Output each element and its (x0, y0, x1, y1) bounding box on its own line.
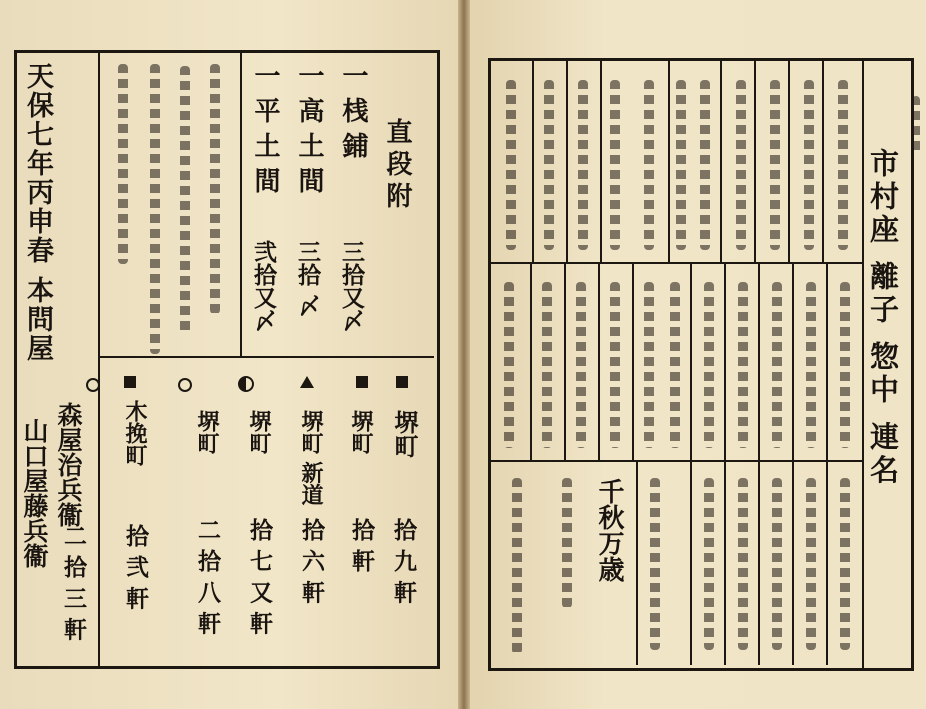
col-divider (754, 60, 756, 262)
col-divider (668, 60, 670, 262)
venue-name: 堺町 (194, 410, 220, 454)
col-divider (598, 262, 600, 460)
left-mid-divider (98, 356, 434, 358)
performer-name (772, 282, 782, 448)
performer-name (506, 80, 516, 250)
seat-price: 弐拾又〆 (250, 240, 277, 332)
col-divider (822, 60, 824, 262)
left-notice-divider (240, 50, 242, 356)
performer-name (542, 282, 552, 448)
col-divider (564, 262, 566, 460)
seat-name: 一 高 土 間 (294, 62, 324, 194)
performer-name (700, 80, 710, 250)
publisher-1: 森屋治兵衞 (54, 402, 83, 527)
col-divider (690, 262, 692, 460)
notice-line (150, 64, 160, 354)
performer-name (610, 80, 620, 250)
venue-dist: 二 拾 八 軒 (194, 518, 221, 635)
venue-dist: 拾 弐 軒 (122, 524, 149, 610)
col-divider (826, 460, 828, 665)
venue-dist: 拾 六 軒 (298, 518, 325, 604)
performer-name (804, 80, 814, 250)
venue-name: 木挽町 (122, 400, 148, 466)
performer-name (704, 478, 714, 650)
triangle-mark-icon (300, 376, 314, 388)
performer-name (738, 282, 748, 448)
col-divider (724, 460, 726, 665)
seat-name: 一 桟 鋪 (338, 62, 368, 159)
performer-name (840, 478, 850, 650)
performer-name (544, 80, 554, 250)
venue-name: 堺町 (390, 410, 419, 458)
circle-mark-icon (178, 378, 192, 392)
performer-name (650, 478, 660, 650)
performer-name (610, 282, 620, 448)
circle-mark-icon (86, 378, 100, 392)
performer-name (644, 282, 654, 448)
seat-price: 三拾 〆 (294, 240, 321, 318)
right-row-divider (488, 262, 864, 264)
performer-name (770, 80, 780, 250)
performer-name (838, 80, 848, 250)
col-divider (792, 262, 794, 460)
performer-name (644, 80, 654, 250)
col-divider (530, 262, 532, 460)
seat-name: 一 平 土 間 (250, 62, 280, 194)
col-divider (566, 60, 568, 262)
performer-name (806, 282, 816, 448)
square-mark-icon (396, 376, 408, 388)
performer-name (772, 478, 782, 650)
notice-line (118, 64, 128, 264)
performer-name (840, 282, 850, 448)
col-divider (632, 262, 634, 460)
col-divider (600, 60, 602, 262)
document-title: 市村座 離子 惣中 連名 (866, 148, 900, 488)
next-page-stroke (912, 96, 920, 156)
performer-name (676, 80, 686, 250)
right-row-divider (488, 460, 864, 462)
square-mark-icon (356, 376, 368, 388)
lead-column-stroke (562, 478, 572, 608)
lead-column: 千秋万歳 (594, 478, 624, 582)
publication-date: 天保七年丙申春 本問屋 (22, 62, 53, 364)
performer-name (670, 282, 680, 448)
performer-name (576, 282, 586, 448)
col-divider (758, 460, 760, 665)
seating-title: 直段附 (382, 118, 412, 214)
notice-line (210, 64, 220, 314)
col-divider (788, 60, 790, 262)
venue-dist: 拾 七 又 軒 (246, 518, 273, 635)
notice-line (180, 66, 190, 336)
lead-column-stroke (512, 478, 522, 654)
square-mark-icon (124, 376, 136, 388)
performer-name (738, 478, 748, 650)
publisher-2: 山口屋藤兵衞 (20, 418, 49, 568)
half-circle-mark-icon (238, 376, 254, 392)
right-title-divider (862, 58, 864, 668)
venue-name: 堺町 新道 (298, 410, 324, 506)
performer-name (504, 282, 514, 448)
performer-name (736, 80, 746, 250)
performer-name (806, 478, 816, 650)
col-divider (690, 460, 692, 665)
col-divider (758, 262, 760, 460)
performer-name (578, 80, 588, 250)
venue-name: 堺町 (246, 410, 272, 454)
col-divider (532, 60, 534, 262)
venue-dist: 二 拾 三 軒 (60, 524, 87, 641)
col-divider (636, 460, 638, 665)
col-divider (720, 60, 722, 262)
col-divider (792, 460, 794, 665)
left-colophon-divider (98, 50, 100, 666)
col-divider (724, 262, 726, 460)
book-gutter (458, 0, 470, 709)
seat-price: 三拾又〆 (338, 240, 365, 332)
col-divider (826, 262, 828, 460)
venue-dist: 拾 九 軒 (390, 518, 417, 604)
venue-dist: 拾 軒 (348, 518, 375, 573)
venue-name: 堺町 (348, 410, 374, 454)
performer-name (704, 282, 714, 448)
